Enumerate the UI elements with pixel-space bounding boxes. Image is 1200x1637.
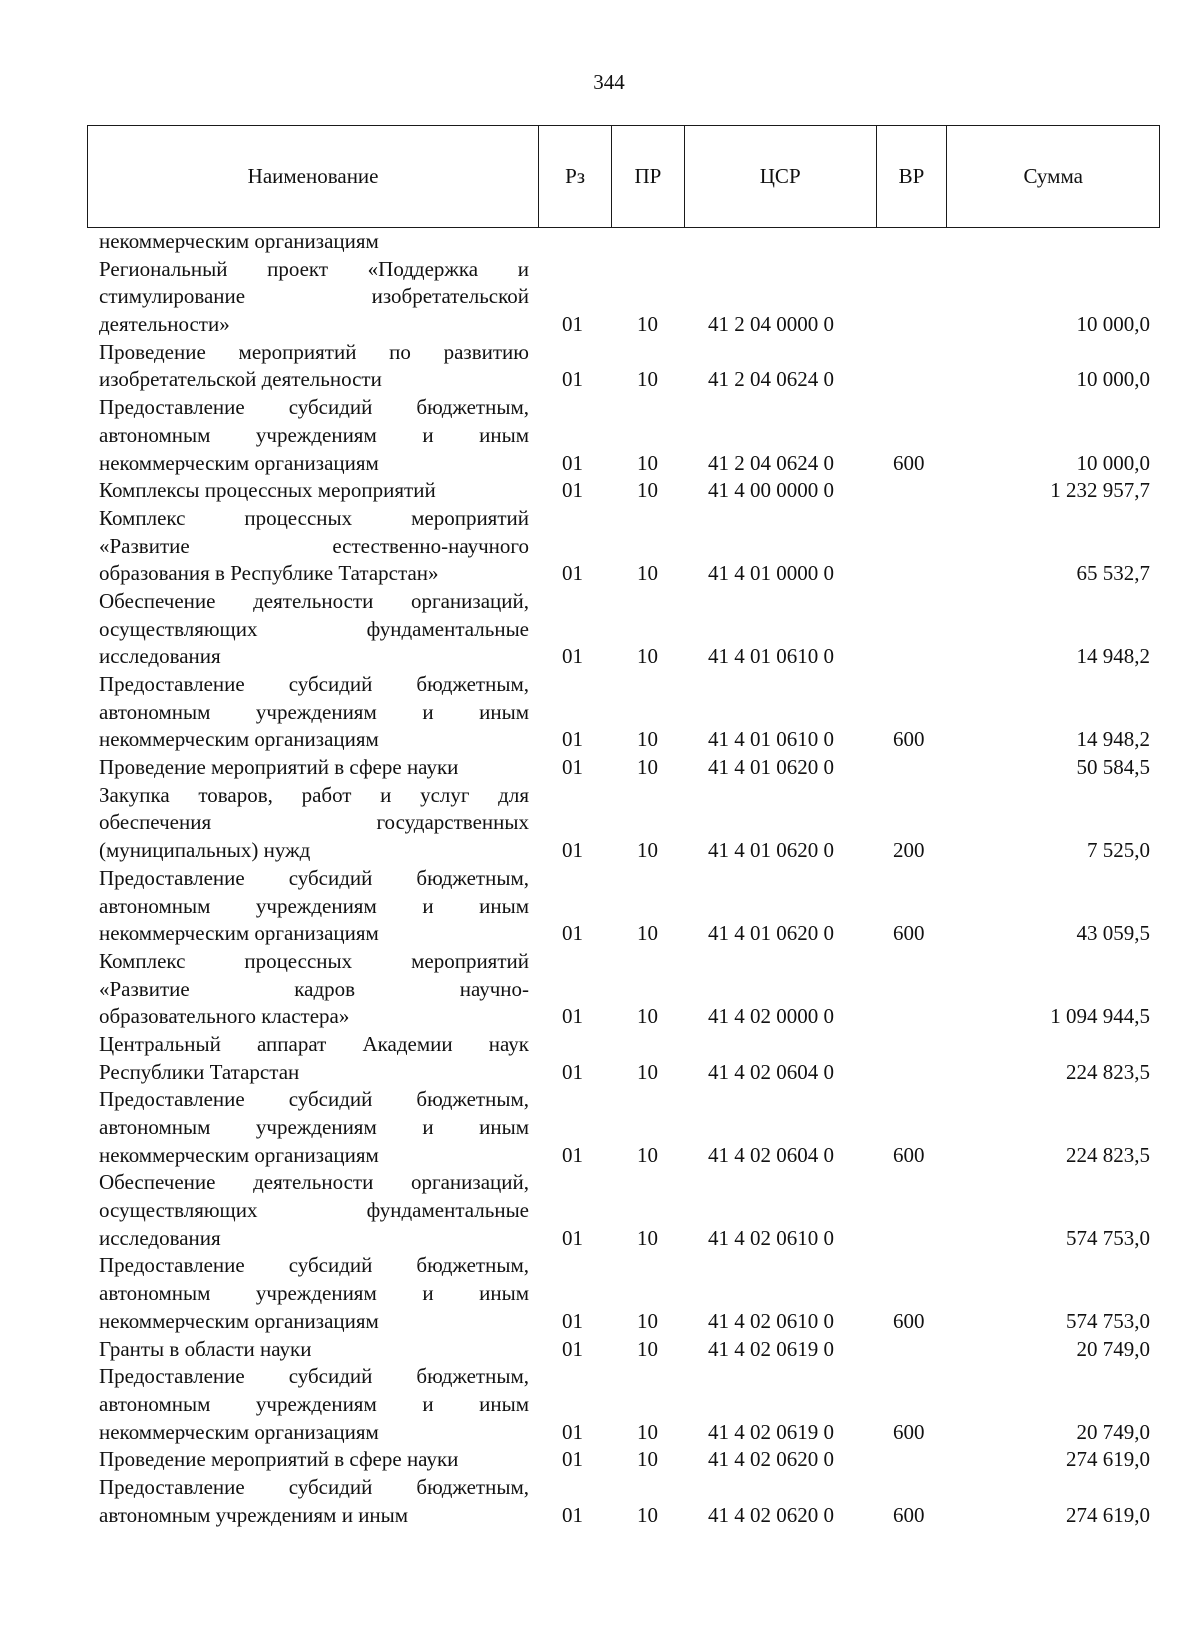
row-pr: 10 [637, 450, 658, 475]
row-rz: 01 [562, 561, 583, 586]
row-sum: 574 753,0 [1066, 1308, 1150, 1333]
row-rz: 01 [562, 1336, 583, 1361]
table-row [0, 228, 1200, 256]
row-cells [0, 1336, 1200, 1364]
row-pr: 10 [637, 644, 658, 669]
row-name-line: «Развитие естественно-научного [99, 533, 529, 558]
row-rz: 01 [562, 1004, 583, 1029]
row-name-line: Обеспечение деятельности организаций, [99, 588, 529, 613]
row-cells [0, 1419, 1200, 1447]
row-name-line: Центральный аппарат Академии наук [99, 1031, 529, 1056]
table-row [0, 505, 1200, 588]
table-row [0, 256, 1200, 339]
row-csr: 41 4 02 0620 0 [708, 1447, 834, 1472]
row-rz: 01 [562, 727, 583, 752]
row-sum: 14 948,2 [1076, 727, 1150, 752]
table-row [0, 754, 1200, 782]
header-pr: ПР [612, 126, 685, 227]
row-csr: 41 4 01 0620 0 [708, 755, 834, 780]
row-sum: 274 619,0 [1066, 1447, 1150, 1472]
row-sum: 224 823,5 [1066, 1059, 1150, 1084]
row-sum: 50 584,5 [1076, 755, 1150, 780]
row-name-line: стимулирование изобретательской [99, 284, 529, 309]
row-cells [0, 1446, 1200, 1474]
row-cells [0, 450, 1200, 478]
row-pr: 10 [637, 755, 658, 780]
row-pr: 10 [637, 1502, 658, 1527]
row-cells [0, 1225, 1200, 1253]
row-sum: 1 232 957,7 [1050, 478, 1150, 503]
row-pr: 10 [637, 312, 658, 337]
row-name-line: осуществляющих фундаментальные [99, 616, 529, 641]
row-name-line: исследования [99, 644, 221, 669]
row-pr: 10 [637, 727, 658, 752]
table-row [0, 339, 1200, 394]
row-rz: 01 [562, 1059, 583, 1084]
row-rz: 01 [562, 1308, 583, 1333]
row-pr: 10 [637, 1142, 658, 1167]
row-sum: 10 000,0 [1076, 367, 1150, 392]
header-name: Наименование [88, 126, 539, 227]
row-csr: 41 4 02 0620 0 [708, 1502, 834, 1527]
row-name-line: осуществляющих фундаментальные [99, 1198, 529, 1223]
table-row [0, 1363, 1200, 1446]
row-csr: 41 4 02 0610 0 [708, 1225, 834, 1250]
table-row [0, 394, 1200, 477]
row-name-line: автономным учреждениям и иным [99, 1391, 529, 1416]
row-csr: 41 4 01 0610 0 [708, 727, 834, 752]
row-name-line: Предоставление субсидий бюджетным, [99, 865, 529, 890]
row-sum: 14 948,2 [1076, 644, 1150, 669]
row-cells [0, 920, 1200, 948]
row-vr: 600 [893, 727, 925, 752]
row-name-line: изобретательской деятельности [99, 367, 382, 392]
row-name-line: Республики Татарстан [99, 1059, 300, 1084]
row-csr: 41 2 04 0624 0 [708, 367, 834, 392]
row-name-line: Гранты в области науки [99, 1336, 312, 1361]
row-rz: 01 [562, 312, 583, 337]
row-rz: 01 [562, 1419, 583, 1444]
row-name-line: некоммерческим организациям [99, 921, 379, 946]
row-sum: 274 619,0 [1066, 1502, 1150, 1527]
table-header [87, 125, 1160, 228]
row-name-line: некоммерческим организациям [99, 1419, 379, 1444]
header-sum: Сумма [1023, 164, 1083, 188]
row-cells [0, 311, 1200, 339]
row-sum: 224 823,5 [1066, 1142, 1150, 1167]
row-rz: 01 [562, 1142, 583, 1167]
row-vr: 600 [893, 921, 925, 946]
row-name-line: обеспечения государственных [99, 810, 529, 835]
header-rz: Рз [539, 126, 612, 227]
row-rz: 01 [562, 755, 583, 780]
row-csr: 41 2 04 0624 0 [708, 450, 834, 475]
row-csr: 41 4 01 0620 0 [708, 838, 834, 863]
row-sum: 10 000,0 [1076, 312, 1150, 337]
row-name-line: Обеспечение деятельности организаций, [99, 1170, 529, 1195]
row-name-line: некоммерческим организациям [99, 229, 379, 253]
row-name-line: (муниципальных) нужд [99, 838, 311, 863]
row-pr: 10 [637, 1419, 658, 1444]
row-name-line: образования в Республике Татарстан» [99, 561, 439, 586]
row-name-line: автономным учреждениям и иным [99, 893, 529, 918]
row-pr: 10 [637, 1059, 658, 1084]
table-row [0, 1252, 1200, 1335]
row-name-line: автономным учреждениям и иным [99, 1502, 409, 1527]
row-name-line: некоммерческим организациям [99, 1308, 379, 1333]
row-sum: 20 749,0 [1076, 1336, 1150, 1361]
row-name-line: Предоставление субсидий бюджетным, [99, 1253, 529, 1278]
row-name-line: Комплекс процессных мероприятий [99, 505, 529, 530]
table-row [0, 782, 1200, 865]
row-name-line: Предоставление субсидий бюджетным, [99, 1364, 529, 1389]
row-rz: 01 [562, 478, 583, 503]
row-vr: 600 [893, 450, 925, 475]
row-pr: 10 [637, 367, 658, 392]
row-cells [0, 477, 1200, 505]
table-body [0, 228, 1200, 1529]
row-csr: 41 4 02 0604 0 [708, 1142, 834, 1167]
row-cells [0, 1502, 1200, 1530]
row-pr: 10 [637, 1336, 658, 1361]
row-rz: 01 [562, 921, 583, 946]
row-rz: 01 [562, 838, 583, 863]
row-rz: 01 [562, 1502, 583, 1527]
row-sum: 43 059,5 [1076, 921, 1150, 946]
row-name-line: Предоставление субсидий бюджетным, [99, 395, 529, 420]
row-name-line: Комплексы процессных мероприятий [99, 478, 436, 503]
row-sum: 1 094 944,5 [1050, 1004, 1150, 1029]
table-row [0, 671, 1200, 754]
row-name-line: Закупка товаров, работ и услуг для [99, 782, 529, 807]
row-cells [0, 1003, 1200, 1031]
table-row [0, 1031, 1200, 1086]
row-cells [0, 366, 1200, 394]
row-name-line: Проведение мероприятий в сфере науки [99, 1447, 459, 1472]
row-name-line: Предоставление субсидий бюджетным, [99, 672, 529, 696]
row-sum: 65 532,7 [1076, 561, 1150, 586]
row-pr: 10 [637, 1447, 658, 1472]
row-csr: 41 4 00 0000 0 [708, 478, 834, 503]
row-name-line: образовательного кластера» [99, 1004, 350, 1029]
row-vr: 600 [893, 1502, 925, 1527]
table-row [0, 588, 1200, 671]
table-row [0, 477, 1200, 505]
row-name-line: Проведение мероприятий в сфере науки [99, 755, 459, 780]
table-row [0, 1169, 1200, 1252]
table-row [0, 1336, 1200, 1364]
row-cells [0, 1059, 1200, 1087]
row-cells [0, 560, 1200, 588]
row-csr: 41 4 01 0000 0 [708, 561, 834, 586]
row-pr: 10 [637, 1225, 658, 1250]
row-vr: 200 [893, 838, 925, 863]
row-name-line: Предоставление субсидий бюджетным, [99, 1474, 529, 1499]
row-vr: 600 [893, 1142, 925, 1167]
row-rz: 01 [562, 1447, 583, 1472]
row-csr: 41 4 01 0610 0 [708, 644, 834, 669]
row-rz: 01 [562, 644, 583, 669]
row-pr: 10 [637, 561, 658, 586]
row-name-line: автономным учреждениям и иным [99, 1115, 529, 1139]
row-name-line: некоммерческим организациям [99, 1142, 379, 1167]
row-vr: 600 [893, 1308, 925, 1333]
row-cells [0, 837, 1200, 865]
row-sum: 574 753,0 [1066, 1225, 1150, 1250]
row-csr: 41 4 02 0000 0 [708, 1004, 834, 1029]
row-sum: 20 749,0 [1076, 1419, 1150, 1444]
row-rz: 01 [562, 367, 583, 392]
table-row [0, 948, 1200, 1031]
row-name-line: автономным учреждениям и иным [99, 699, 529, 724]
row-pr: 10 [637, 1004, 658, 1029]
row-cells [0, 643, 1200, 671]
page-number: 344 [593, 70, 625, 94]
row-name-line: исследования [99, 1225, 221, 1250]
table-row [0, 865, 1200, 948]
row-cells [0, 754, 1200, 782]
row-cells [0, 726, 1200, 754]
row-name-line: деятельности» [99, 312, 230, 337]
row-rz: 01 [562, 450, 583, 475]
row-name-line: Региональный проект «Поддержка и [99, 256, 529, 281]
row-name-line: автономным учреждениям и иным [99, 1281, 529, 1306]
row-csr: 41 4 02 0619 0 [708, 1419, 834, 1444]
row-sum: 10 000,0 [1076, 450, 1150, 475]
row-name-line: некоммерческим организациям [99, 450, 379, 475]
row-sum: 7 525,0 [1087, 838, 1150, 863]
row-csr: 41 4 02 0610 0 [708, 1308, 834, 1333]
row-name-line: автономным учреждениям и иным [99, 422, 529, 447]
table-row [0, 1474, 1200, 1529]
header-vr: ВР [877, 126, 948, 227]
row-csr: 41 4 02 0604 0 [708, 1059, 834, 1084]
row-cells [0, 228, 1200, 256]
table-row [0, 1086, 1200, 1169]
header-csr: ЦСР [685, 126, 877, 227]
row-cells [0, 1142, 1200, 1170]
table-row [0, 1446, 1200, 1474]
row-csr: 41 4 02 0619 0 [708, 1336, 834, 1361]
row-name-line: Предоставление субсидий бюджетным, [99, 1087, 529, 1112]
row-pr: 10 [637, 921, 658, 946]
row-name-line: «Развитие кадров научно- [99, 976, 529, 1001]
row-name-line: Комплекс процессных мероприятий [99, 948, 529, 973]
row-vr: 600 [893, 1419, 925, 1444]
row-name-line: некоммерческим организациям [99, 727, 379, 752]
row-csr: 41 4 01 0620 0 [708, 921, 834, 946]
row-rz: 01 [562, 1225, 583, 1250]
row-cells [0, 1308, 1200, 1336]
row-name-line: Проведение мероприятий по развитию [99, 339, 529, 364]
row-pr: 10 [637, 478, 658, 503]
row-pr: 10 [637, 838, 658, 863]
row-csr: 41 2 04 0000 0 [708, 312, 834, 337]
row-pr: 10 [637, 1308, 658, 1333]
